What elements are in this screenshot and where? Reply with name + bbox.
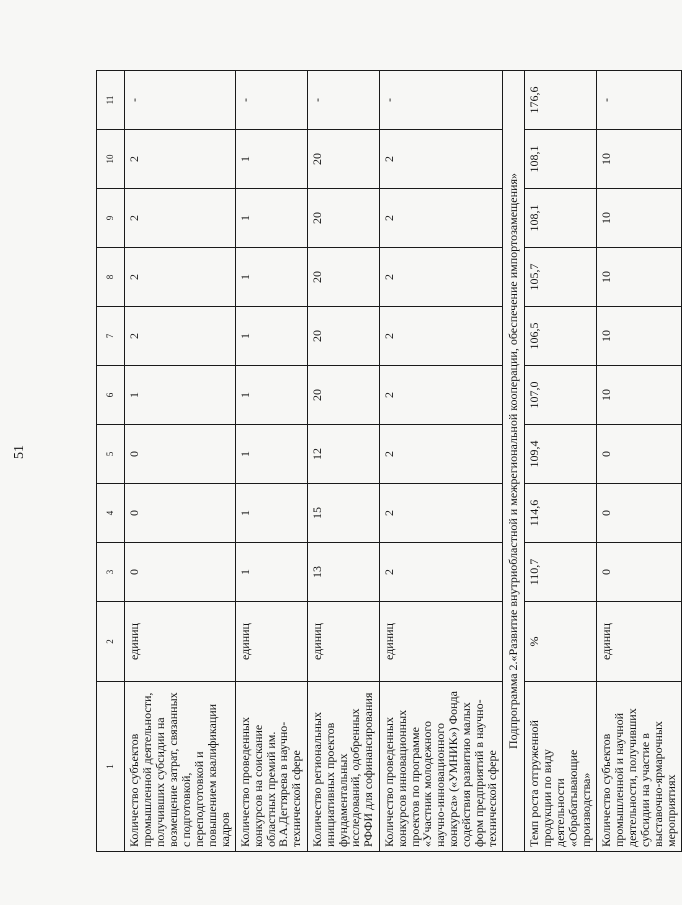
row-value: 110,7: [525, 543, 597, 602]
row-value: 2: [379, 484, 503, 543]
table-row: [125, 71, 236, 852]
row-value: 114,6: [525, 484, 597, 543]
row-value: 0: [596, 543, 681, 602]
row-value: 107,0: [525, 366, 597, 425]
row-unit: единиц: [379, 602, 503, 682]
row-value: 109,4: [525, 425, 597, 484]
row-value: 1: [235, 366, 307, 425]
row-unit: единиц: [125, 602, 236, 682]
header-cell: 5: [97, 425, 125, 484]
row-value: 20: [307, 189, 379, 248]
row-value: 15: [307, 484, 379, 543]
subprogram-title: Подпрограмма 2.«Развитие внутриобластной и межрегиональной кооперации, обеспечение импортозамещения»: [503, 71, 525, 852]
row-unit: единиц: [596, 602, 681, 682]
row-value: 108,1: [525, 130, 597, 189]
header-cell: 10: [97, 130, 125, 189]
page-number: 51: [12, 445, 27, 459]
header-row: [97, 71, 125, 852]
row-value: -: [307, 71, 379, 130]
row-value: 20: [307, 130, 379, 189]
header-cell: 8: [97, 248, 125, 307]
row-value: 2: [125, 130, 236, 189]
row-name: Темп роста отгруженной продукции по виду деятельности «Обрабатывающие производства»: [525, 682, 597, 852]
indicators-table: [96, 70, 682, 852]
table-row: [379, 71, 503, 852]
header-cell: 9: [97, 189, 125, 248]
row-value: 0: [596, 425, 681, 484]
header-cell: 2: [97, 602, 125, 682]
row-value: 2: [379, 130, 503, 189]
table-row: [596, 71, 681, 852]
row-value: 10: [596, 130, 681, 189]
row-value: 1: [235, 248, 307, 307]
header-cell: 7: [97, 307, 125, 366]
row-value: 20: [307, 248, 379, 307]
row-value: 2: [379, 189, 503, 248]
row-value: 10: [596, 189, 681, 248]
row-value: 1: [235, 307, 307, 366]
row-value: 10: [596, 307, 681, 366]
row-value: 12: [307, 425, 379, 484]
row-value: 0: [596, 484, 681, 543]
row-name: Количество проведенных конкурсов инновационных проектов по программе «Участник молодежного научно-инновационного конкурса» («УМНИК») Фонда содействия развитию малых форм предприятий в научно-технической сфере: [379, 682, 503, 852]
row-value: -: [235, 71, 307, 130]
header-cell: 11: [97, 71, 125, 130]
header-cell: 3: [97, 543, 125, 602]
row-value: 2: [125, 189, 236, 248]
row-value: 108,1: [525, 189, 597, 248]
rotated-table-container: [96, 72, 678, 852]
row-unit: единиц: [235, 602, 307, 682]
row-name: Количество проведенных конкурсов на соискание областных премий им. В.А.Дегтярева в научно-технической сфере: [235, 682, 307, 852]
row-value: -: [125, 71, 236, 130]
header-cell: 1: [97, 682, 125, 852]
header-cell: 6: [97, 366, 125, 425]
subprogram-row: [503, 71, 525, 852]
header-cell: 4: [97, 484, 125, 543]
row-value: 2: [379, 307, 503, 366]
table-row: [235, 71, 307, 852]
row-unit: единиц: [307, 602, 379, 682]
row-value: 106,5: [525, 307, 597, 366]
row-value: 0: [125, 543, 236, 602]
row-value: 13: [307, 543, 379, 602]
row-value: 176,6: [525, 71, 597, 130]
row-value: 1: [235, 189, 307, 248]
row-value: 0: [125, 484, 236, 543]
row-value: 1: [235, 425, 307, 484]
row-name: Количество субъектов промышленной деятельности, получивших субсидии на возмещение затрат, связанных с подготовкой, переподготовкой и повышением квалификации кадров: [125, 682, 236, 852]
row-value: 1: [235, 484, 307, 543]
row-value: 1: [235, 130, 307, 189]
row-value: 105,7: [525, 248, 597, 307]
row-value: -: [379, 71, 503, 130]
row-value: 10: [596, 366, 681, 425]
row-value: 1: [125, 366, 236, 425]
row-name: Количество региональных инициативных проектов фундаментальных исследований, одобренных РФФИ для софинансирования: [307, 682, 379, 852]
row-value: 2: [379, 248, 503, 307]
row-value: 2: [379, 543, 503, 602]
row-value: 0: [125, 425, 236, 484]
row-value: 2: [379, 366, 503, 425]
row-value: 1: [235, 543, 307, 602]
table-row: [307, 71, 379, 852]
row-value: 2: [125, 307, 236, 366]
row-value: -: [596, 71, 681, 130]
row-value: 20: [307, 366, 379, 425]
row-value: 2: [125, 248, 236, 307]
row-unit: %: [525, 602, 597, 682]
row-name: Количество субъектов промышленной и научной деятельности, получивших субсидии на участие в выставочно-ярмарочных мероприятиях: [596, 682, 681, 852]
row-value: 20: [307, 307, 379, 366]
row-value: 2: [379, 425, 503, 484]
table-row: [525, 71, 597, 852]
row-value: 10: [596, 248, 681, 307]
